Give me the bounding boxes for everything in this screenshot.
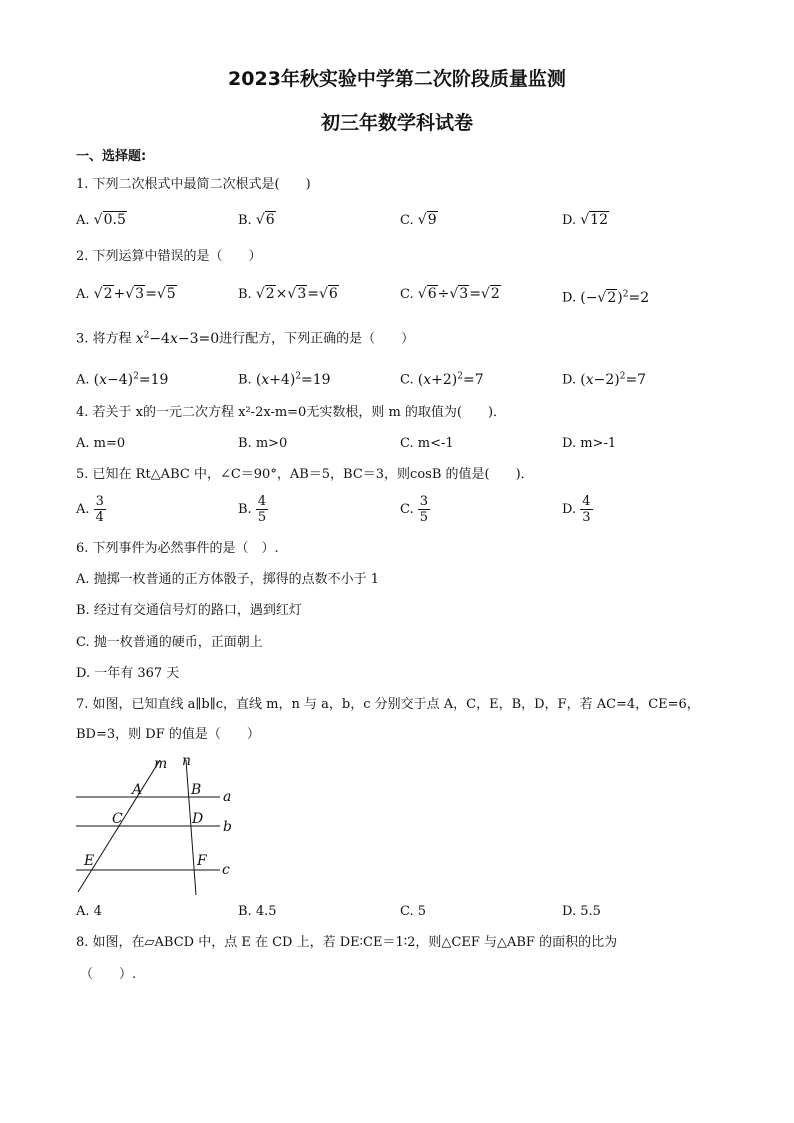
q5-option-a: A. $\frac{3}{4}$ <box>76 494 104 525</box>
q1-option-c: C. √9 <box>400 212 437 228</box>
label-E: E <box>84 853 95 869</box>
page-title: 2023年秋实验中学第二次阶段质量监测 <box>228 68 566 90</box>
label-n: n <box>182 753 192 769</box>
q1-option-d: D. √12 <box>562 212 608 228</box>
line-n <box>186 760 196 895</box>
q6-option-b: B. 经过有交通信号灯的路口，遇到红灯 <box>76 603 302 618</box>
q4-option-d: D. m>-1 <box>562 436 617 451</box>
section-heading: 一、选择题: <box>76 149 147 164</box>
q2-option-d: D. $(-√2)^2=2$ <box>562 289 650 306</box>
q2-option-b: B. √2×√3=√6 <box>238 286 338 302</box>
q7-option-d: D. 5.5 <box>562 904 601 919</box>
q3-option-a: A. $(x-4)^2=19$ <box>76 371 169 388</box>
q3-stem: 3. 将方程 $x^2-4x-3=0$进行配方，下列正确的是（ ） <box>76 330 415 347</box>
label-B: B <box>191 782 202 798</box>
q1-option-a: A. √0.5 <box>76 212 126 228</box>
q5-option-b: B. $\frac{4}{5}$ <box>238 494 267 525</box>
q3-option-d: D. $(x-2)^2=7$ <box>562 371 647 388</box>
q7-option-a: A. 4 <box>76 904 102 919</box>
page-subtitle: 初三年数学科试卷 <box>320 112 473 134</box>
q2-stem: 2. 下列运算中错误的是（ ） <box>76 249 262 264</box>
label-C: C <box>112 811 123 827</box>
label-c: c <box>222 862 230 878</box>
q5-option-d: D. $\frac{4}{3}$ <box>562 494 591 525</box>
q6-option-a: A. 抛掷一枚普通的正方体骰子，掷得的点数不小于 1 <box>76 572 380 587</box>
label-F: F <box>197 853 207 869</box>
q8-stem-line2: （ ）. <box>80 967 137 982</box>
q4-stem: 4. 若关于 x的一元二次方程 x²-2x-m=0无实数根，则 m 的取值为( )． <box>76 405 507 420</box>
label-b: b <box>223 819 232 835</box>
q7-stem-line2: BD=3，则 DF 的值是（ ） <box>76 727 260 742</box>
label-D: D <box>192 811 204 827</box>
q7-option-b: B. 4.5 <box>238 904 277 919</box>
q1-stem: 1. 下列二次根式中最简二次根式是( ) <box>76 177 311 192</box>
q6-option-c: C. 抛一枚普通的硬币，正面朝上 <box>76 635 263 650</box>
label-a: a <box>223 789 232 805</box>
q5-stem: 5. 已知在 Rt△ABC 中，∠C＝90°，AB＝5，BC＝3，则cosB 的值是( )． <box>76 467 534 482</box>
q4-option-b: B. m>0 <box>238 436 288 451</box>
label-A: A <box>132 782 143 798</box>
q6-stem: 6. 下列事件为必然事件的是（ ）. <box>76 541 279 556</box>
q3-option-c: C. $(x+2)^2=7$ <box>400 371 484 388</box>
q7-option-c: C. 5 <box>400 904 427 919</box>
q7-stem-line1: 7. 如图，已知直线 a∥b∥c，直线 m，n 与 a，b，c 分别交于点 A，C，E，B，D，F，若 AC=4，CE=6， <box>76 697 700 712</box>
q2-option-c: C. √6÷√3=√2 <box>400 286 500 302</box>
q6-option-d: D. 一年有 367 天 <box>76 666 180 681</box>
q3-option-b: B. $(x+4)^2=19$ <box>238 371 331 388</box>
parallel-lines-figure <box>70 752 250 897</box>
q5-option-c: C. $\frac{3}{5}$ <box>400 494 429 525</box>
q1-option-b: B. √6 <box>238 212 275 228</box>
label-m: m <box>154 756 168 772</box>
q8-stem-line1: 8. 如图，在▱ABCD 中，点 E 在 CD 上，若 DE∶CE＝1∶2，则△CEF 与△ABF 的面积的比为 <box>76 935 618 950</box>
q4-option-c: C. m<-1 <box>400 436 454 451</box>
q2-option-a: A. √2+√3=√5 <box>76 286 176 302</box>
q4-option-a: A. m=0 <box>76 436 126 451</box>
